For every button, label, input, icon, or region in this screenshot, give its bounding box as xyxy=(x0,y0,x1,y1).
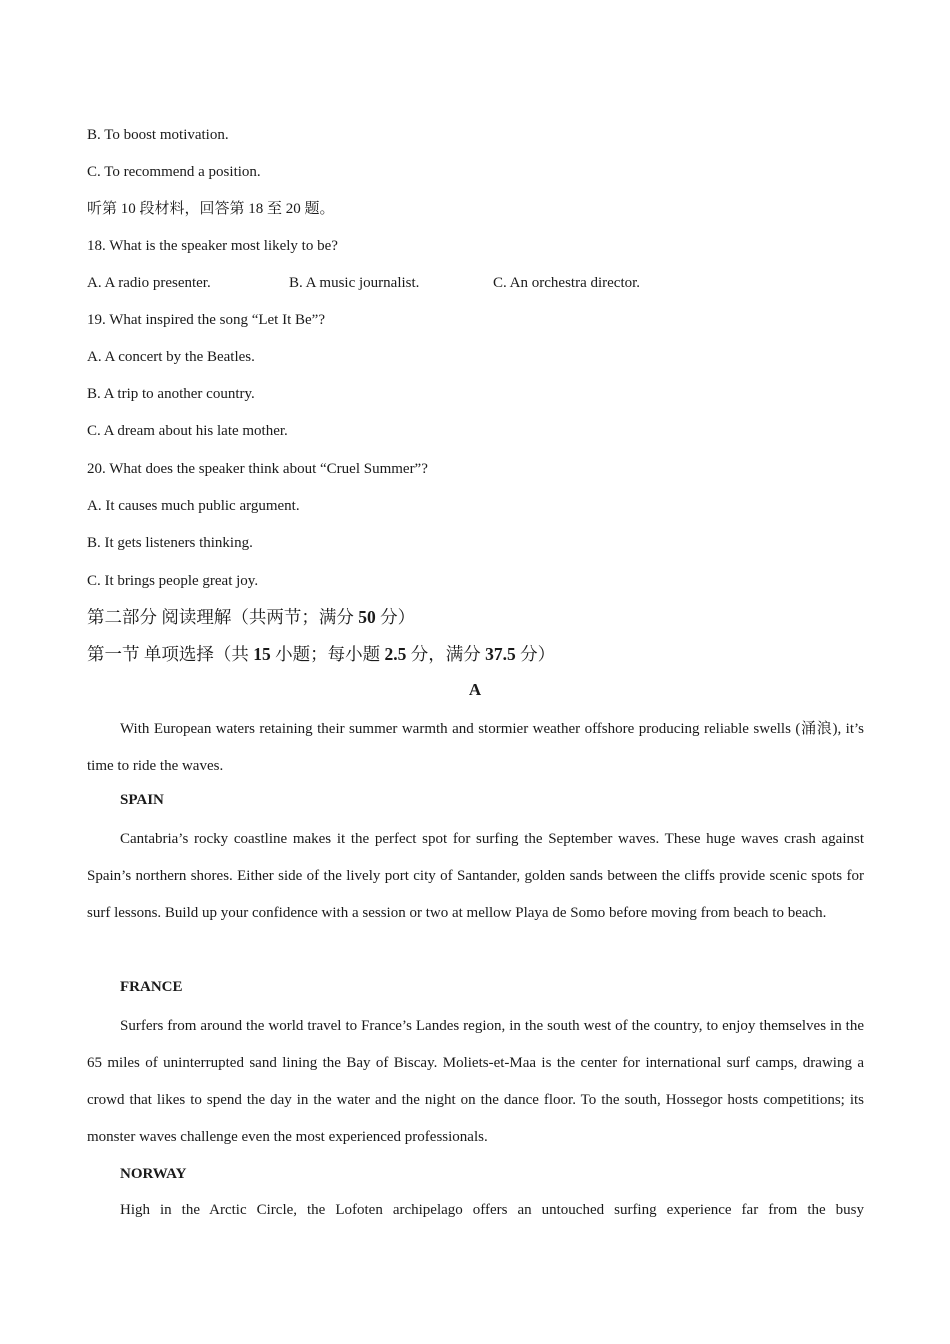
section-title: 第一节 单项选择（共 15 小题；每小题 2.5 分，满分 37.5 分） xyxy=(87,644,556,664)
paragraph-spain: Cantabria’s rocky coastline makes it the perfect spot for surfing the September waves. These huge waves crash against Spain’s northern shores. Either side of the lively port city of Santander, golden sands between the cliffs provide scenic spots for surf lessons. Build up your confidence with a session or two at mellow Playa de Somo before moving from beach to beach. xyxy=(87,831,864,921)
q18-option-a: A. A radio presenter. xyxy=(87,275,211,291)
paragraph-norway: High in the Arctic Circle, the Lofoten archipelago offers an untouched surfing experience far from the busy xyxy=(120,1202,864,1218)
q20-option-b: B. It gets listeners thinking. xyxy=(87,535,253,551)
q17-option-c: C. To recommend a position. xyxy=(87,164,261,180)
passage-intro: With European waters retaining their summer warmth and stormier weather offshore producing reliable swells (涌浪), it’s time to ride the waves. xyxy=(87,721,864,774)
passage-label: A xyxy=(468,680,482,699)
q18-option-b: B. A music journalist. xyxy=(289,275,420,291)
q19-option-a: A. A concert by the Beatles. xyxy=(87,349,255,365)
heading-norway: NORWAY xyxy=(120,1166,187,1182)
part-title: 第二部分 阅读理解（共两节；满分 50 分） xyxy=(87,607,416,627)
q18-options-row xyxy=(87,273,864,293)
q20-question: 20. What does the speaker think about “Cruel Summer”? xyxy=(87,461,428,477)
q19-question: 19. What inspired the song “Let It Be”? xyxy=(87,312,325,328)
q18-question: 18. What is the speaker most likely to be? xyxy=(87,238,338,254)
paragraph-france: Surfers from around the world travel to France’s Landes region, in the south west of the country, to enjoy themselves in the 65 miles of uninterrupted sand lining the Bay of Biscay. Moliets-et-Maa is the center for international surf camps, drawing a crowd that likes to spend the day in the water and the night on the dance floor. To the south, Hossegor hosts competitions; its monster waves challenge even the most experienced professionals. xyxy=(87,1018,864,1145)
q20-option-a: A. It causes much public argument. xyxy=(87,498,300,514)
q17-option-b: B. To boost motivation. xyxy=(87,127,229,143)
heading-spain: SPAIN xyxy=(120,792,164,808)
q20-option-c: C. It brings people great joy. xyxy=(87,573,259,589)
q18-option-c: C. An orchestra director. xyxy=(493,275,641,291)
heading-france: FRANCE xyxy=(120,979,183,995)
listening-instruction: 听第 10 段材料，回答第 18 至 20 题。 xyxy=(87,201,335,217)
q19-option-c: C. A dream about his late mother. xyxy=(87,423,288,439)
q19-option-b: B. A trip to another country. xyxy=(87,386,255,402)
